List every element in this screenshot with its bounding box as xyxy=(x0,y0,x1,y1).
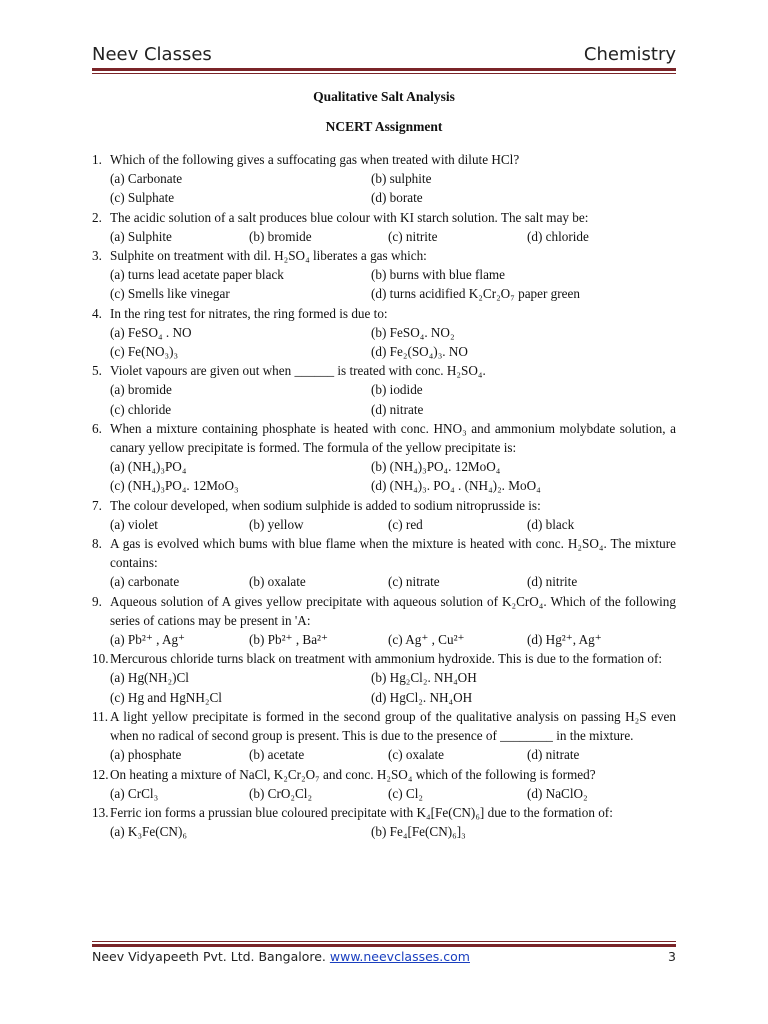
answer-option: (c) oxalate xyxy=(388,747,445,763)
question-7 xyxy=(92,496,676,534)
answer-option: (d) borate xyxy=(371,190,423,206)
answer-option: (d) nitrate xyxy=(371,401,424,417)
question-13 xyxy=(92,803,676,841)
footer-website-link[interactable]: www.neevclasses.com xyxy=(329,949,470,964)
question-number: 7. xyxy=(92,497,102,513)
answer-option: (a) Pb²⁺ , Ag⁺ xyxy=(110,632,186,648)
footer-rule-thin xyxy=(92,941,676,942)
question-12 xyxy=(92,765,676,803)
question-text: Sulphite on treatment with dil. H₂SO₄ liberates a gas which: xyxy=(110,248,427,264)
answer-option: (b) acetate xyxy=(249,747,305,763)
question-9 xyxy=(92,592,676,650)
question-number: 12. xyxy=(92,766,109,782)
question-number: 10. xyxy=(92,651,109,667)
document-subtitle: NCERT Assignment xyxy=(325,119,443,134)
answer-option: (c) Sulphate xyxy=(110,190,175,206)
question-11 xyxy=(92,707,676,765)
question-number: 3. xyxy=(92,248,102,264)
answer-option: (d) turns acidified K₂Cr₂O₇ paper green xyxy=(371,286,580,302)
answer-option: (c) Fe(NO₃)₃ xyxy=(110,344,179,360)
question-text: A light yellow precipitate is formed in the second group of the qualitative analysis on passing H₂S even when no radical of second group is present. This is due to the presence of ________ in the mixture. xyxy=(110,708,676,744)
page-footer xyxy=(92,949,676,964)
answer-option: (d) NaClO₂ xyxy=(527,785,588,801)
header-rule-thin xyxy=(92,73,676,74)
answer-option: (d) nitrate xyxy=(527,747,580,763)
question-1 xyxy=(92,150,676,208)
answer-option: (a) (NH₄)₃PO₄ xyxy=(110,459,187,475)
option-row xyxy=(92,572,676,591)
answer-option: (a) CrCl₃ xyxy=(110,785,159,801)
option-row xyxy=(92,380,676,399)
answer-option: (a) phosphate xyxy=(110,747,182,763)
question-2 xyxy=(92,208,676,246)
question-3 xyxy=(92,246,676,304)
answer-option: (b) burns with blue flame xyxy=(371,267,506,283)
question-number: 4. xyxy=(92,305,102,321)
answer-option: (c) red xyxy=(388,516,423,532)
option-row xyxy=(92,745,676,764)
question-8 xyxy=(92,534,676,592)
question-number: 8. xyxy=(92,536,102,552)
option-row xyxy=(92,265,676,284)
question-10 xyxy=(92,649,676,707)
question-text: Which of the following gives a suffocating gas when treated with dilute HCl? xyxy=(110,152,520,167)
question-text: The acidic solution of a salt produces blue colour with KI starch solution. The salt may be: xyxy=(110,209,589,225)
answer-option: (b) (NH₄)₃PO₄. 12MoO₄ xyxy=(371,459,501,475)
answer-option: (a) bromide xyxy=(110,382,172,398)
option-row xyxy=(92,169,676,188)
answer-option: (d) HgCl₂. NH₄OH xyxy=(371,689,473,705)
option-row xyxy=(92,515,676,534)
option-row xyxy=(92,822,676,841)
option-row xyxy=(92,630,676,649)
answer-option: (d) nitrite xyxy=(527,574,578,590)
option-row xyxy=(92,188,676,207)
header-subject: Chemistry xyxy=(583,44,676,65)
question-text: Violet vapours are given out when ______ is treated with conc. H₂SO₄. xyxy=(110,363,486,379)
question-text: The colour developed, when sodium sulphide is added to sodium nitroprusside is: xyxy=(110,497,541,513)
question-number: 5. xyxy=(92,363,102,379)
answer-option: (b) iodide xyxy=(371,382,423,398)
answer-option: (d) Fe₂(SO₄)₃. NO xyxy=(371,344,468,360)
answer-option: (a) FeSO₄ . NO xyxy=(110,324,192,340)
answer-option: (b) oxalate xyxy=(249,574,306,590)
answer-option: (b) sulphite xyxy=(371,171,432,187)
option-row xyxy=(92,476,676,495)
answer-option: (b) bromide xyxy=(249,228,312,244)
answer-option: (c) Ag⁺ , Cu²⁺ xyxy=(388,632,465,648)
page-number: 3 xyxy=(668,949,676,964)
answer-option: (d) black xyxy=(527,516,575,532)
answer-option: (c) Smells like vinegar xyxy=(110,286,230,302)
answer-option: (d) Hg²⁺, Ag⁺ xyxy=(527,632,602,648)
option-row xyxy=(92,342,676,361)
answer-option: (b) FeSO₄. NO₂ xyxy=(371,324,455,340)
question-number: 13. xyxy=(92,804,109,820)
answer-option: (d) (NH₄)₃. PO₄ . (NH₄)₂. MoO₄ xyxy=(371,478,541,494)
question-5 xyxy=(92,361,676,419)
answer-option: (b) yellow xyxy=(249,516,304,532)
answer-option: (a) K₃Fe(CN)₆ xyxy=(110,824,187,840)
question-number: 2. xyxy=(92,209,102,225)
question-text: Ferric ion forms a prussian blue coloured precipitate with K₄[Fe(CN)₆] due to the formation of: xyxy=(110,804,613,820)
question-6 xyxy=(92,419,676,496)
option-row xyxy=(92,284,676,303)
answer-option: (d) chloride xyxy=(527,228,589,244)
question-number: 11. xyxy=(92,708,108,724)
question-number: 1. xyxy=(92,152,102,167)
answer-option: (a) violet xyxy=(110,516,158,532)
question-text: On heating a mixture of NaCl, K₂Cr₂O₇ and conc. H₂SO₄ which of the following is formed? xyxy=(110,766,596,782)
answer-option: (c) chloride xyxy=(110,401,172,417)
answer-option: (b) CrO₂Cl₂ xyxy=(249,785,313,801)
answer-option: (b) Fe₄[Fe(CN)₆]₃ xyxy=(371,824,466,840)
question-number: 6. xyxy=(92,420,102,436)
option-row xyxy=(92,668,676,687)
header-institute: Neev Classes xyxy=(92,44,212,65)
option-row xyxy=(92,323,676,342)
option-row xyxy=(92,457,676,476)
page-header xyxy=(92,42,676,68)
option-row xyxy=(92,400,676,419)
question-text: When a mixture containing phosphate is heated with conc. HNO₃ and ammonium molybdate solution, a canary yellow precipitate is formed. The formula of the yellow precipitate is: xyxy=(110,420,676,456)
question-4 xyxy=(92,304,676,362)
answer-option: (b) Hg₂Cl₂. NH₄OH xyxy=(371,670,477,686)
answer-option: (b) Pb²⁺ , Ba²⁺ xyxy=(249,632,328,648)
answer-option: (c) Hg and HgNH₂Cl xyxy=(110,689,222,705)
answer-option: (a) Sulphite xyxy=(110,228,172,244)
footer-rule xyxy=(92,944,676,947)
option-row xyxy=(92,688,676,707)
answer-option: (c) nitrate xyxy=(388,574,440,590)
question-number: 9. xyxy=(92,593,102,609)
answer-option: (c) Cl₂ xyxy=(388,785,423,801)
document-title: Qualitative Salt Analysis xyxy=(313,89,455,104)
question-text: Aqueous solution of A gives yellow precipitate with aqueous solution of K₂CrO₄. Which of the following series of cations may be present in 'A: xyxy=(110,593,676,628)
answer-option: (c) (NH₄)₃PO₄. 12MoO₃ xyxy=(110,478,239,494)
footer-company: Neev Vidyapeeth Pvt. Ltd. Bangalore. xyxy=(92,949,330,964)
question-text: In the ring test for nitrates, the ring formed is due to: xyxy=(110,305,388,321)
option-row xyxy=(92,784,676,803)
answer-option: (a) turns lead acetate paper black xyxy=(110,267,284,283)
question-text: Mercurous chloride turns black on treatment with ammonium hydroxide. This is due to the formation of: xyxy=(110,651,663,667)
question-text: A gas is evolved which bums with blue flame when the mixture is heated with conc. H₂SO₄. The mixture contains: xyxy=(110,536,676,571)
option-row xyxy=(92,227,676,246)
answer-option: (c) nitrite xyxy=(388,228,438,244)
answer-option: (a) Carbonate xyxy=(110,171,183,187)
answer-option: (a) Hg(NH₂)Cl xyxy=(110,670,189,686)
question-list xyxy=(92,150,676,841)
header-rule xyxy=(92,68,676,71)
answer-option: (a) carbonate xyxy=(110,574,180,590)
